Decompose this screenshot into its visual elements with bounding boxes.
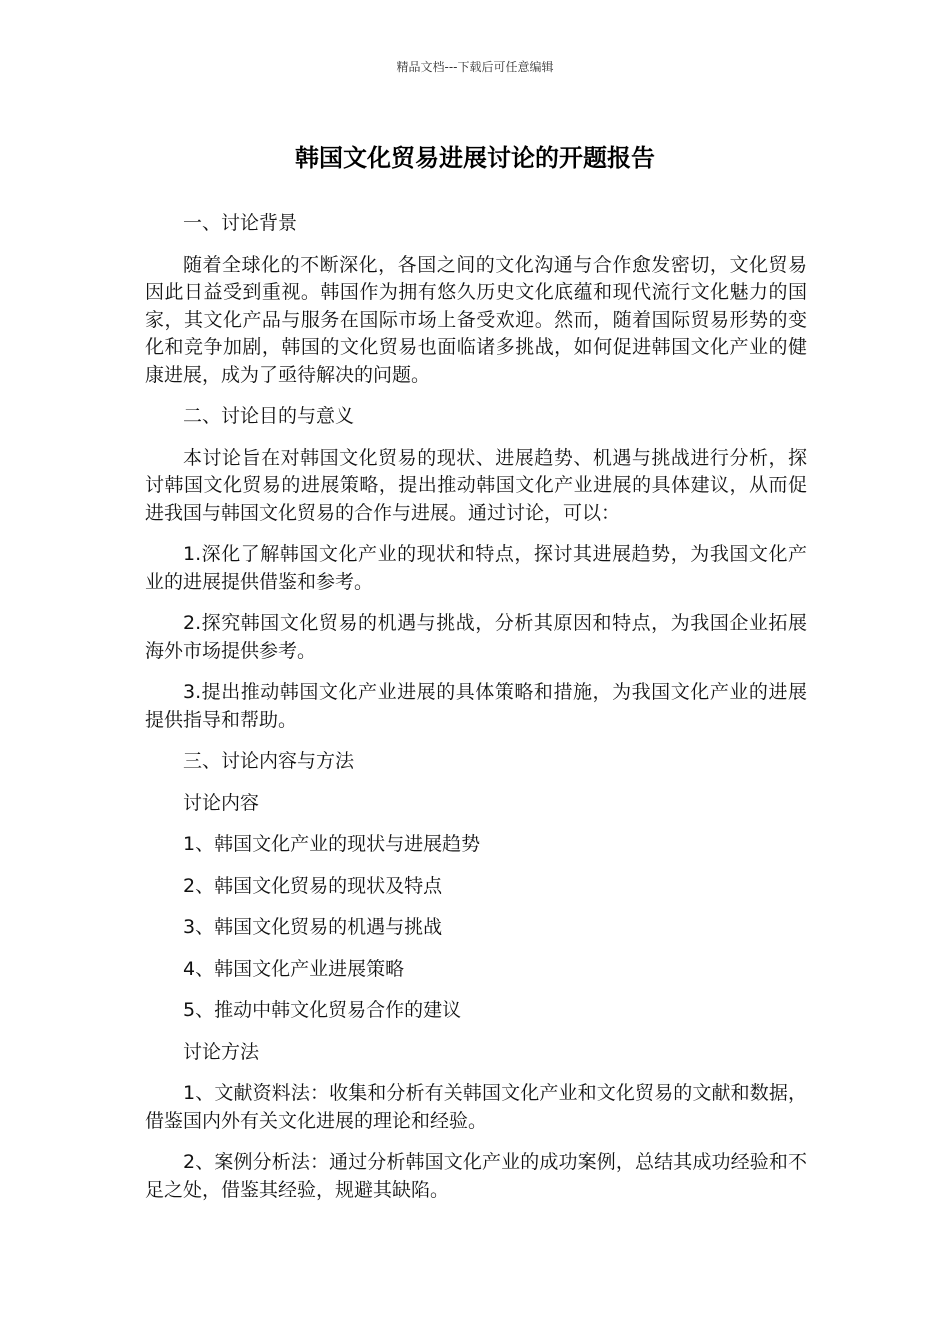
section-heading-background: 一、讨论背景 (183, 212, 298, 234)
content-item: 5、推动中韩文化贸易合作的建议 (183, 999, 462, 1021)
content-label: 讨论内容 (183, 791, 260, 814)
content-item: 1、韩国文化产业的现状与进展趋势 (183, 833, 481, 855)
document-body (145, 210, 807, 1218)
content-item: 3、韩国文化贸易的机遇与挑战 (183, 916, 443, 938)
paragraph-purpose: 本讨论旨在对韩国文化贸易的现状、进展趋势、机遇与挑战进行分析，探讨韩国文化贸易的进展策略，提出推动韩国文化产业进展的具体建议，从而促进我国与韩国文化贸易的合作与进展。通过讨论，可以： (145, 446, 807, 524)
section-heading-content-method: 三、讨论内容与方法 (183, 750, 355, 772)
section-heading-purpose: 二、讨论目的与意义 (183, 405, 355, 427)
paragraph-background: 随着全球化的不断深化，各国之间的文化沟通与合作愈发密切，文化贸易因此日益受到重视。韩国作为拥有悠久历史文化底蕴和现代流行文化魅力的国家，其文化产品与服务在国际市场上备受欢迎。然而，随着国际贸易形势的变化和竞争加剧，韩国的文化贸易也面临诸多挑战，如何促进韩国文化产业的健康进展，成为了亟待解决的问题。 (145, 253, 807, 386)
content-item: 4、韩国文化产业进展策略 (183, 957, 405, 980)
document-title: 韩国文化贸易进展讨论的开题报告 (295, 144, 655, 172)
method-label: 讨论方法 (183, 1040, 260, 1063)
method-item-2: 2、案例分析法：通过分析韩国文化产业的成功案例，总结其成功经验和不足之处，借鉴其经验，规避其缺陷。 (145, 1151, 807, 1201)
purpose-item-1: 1.深化了解韩国文化产业的现状和特点，探讨其进展趋势，为我国文化产业的进展提供借鉴和参考。 (145, 543, 807, 593)
method-item-1: 1、文献资料法：收集和分析有关韩国文化产业和文化贸易的文献和数据，借鉴国内外有关文化进展的理论和经验。 (145, 1082, 807, 1132)
purpose-item-3: 3.提出推动韩国文化产业进展的具体策略和措施，为我国文化产业的进展提供指导和帮助。 (145, 681, 807, 731)
content-item: 2、韩国文化贸易的现状及特点 (183, 874, 443, 897)
purpose-item-2: 2.探究韩国文化贸易的机遇与挑战，分析其原因和特点，为我国企业拓展海外市场提供参考。 (145, 612, 807, 662)
header-note: 精品文档---下载后可任意编辑 (396, 60, 554, 74)
